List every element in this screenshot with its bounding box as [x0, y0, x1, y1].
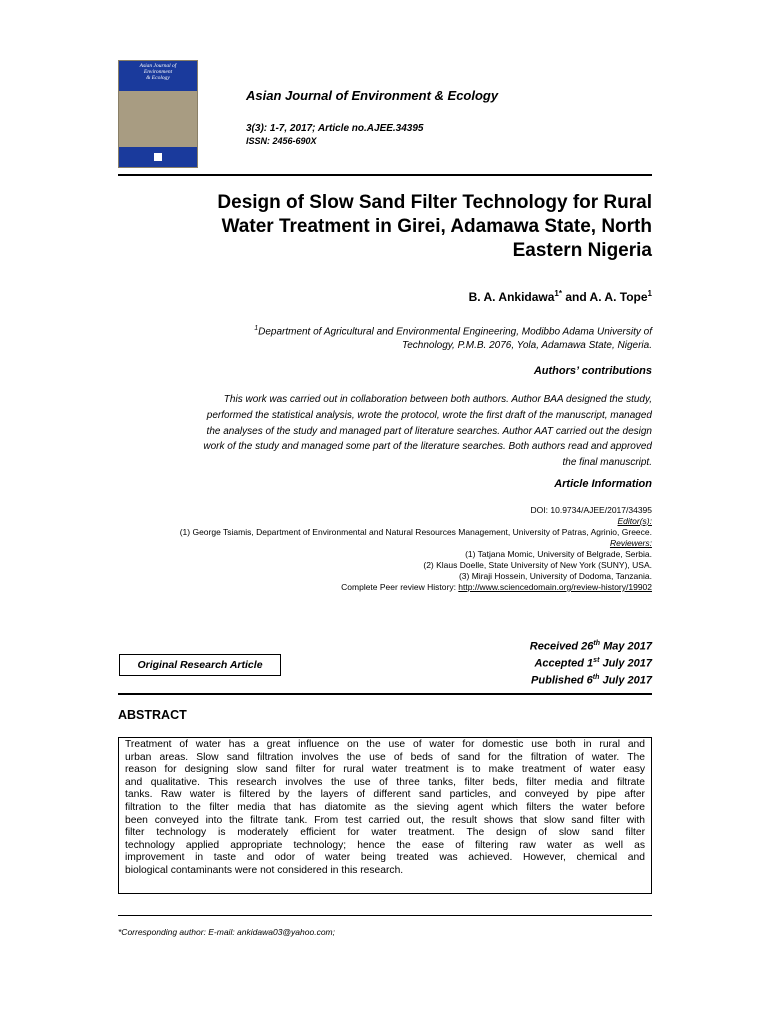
reviewer-entry: (3) Miraji Hossein, University of Dodoma, Tanzania. [458, 571, 652, 581]
affil-mark: 1 [254, 325, 259, 332]
contributions-heading: Authors’ contributions [533, 365, 652, 377]
author-affil-mark: 1 [647, 289, 652, 298]
corresponding-author-footnote: *Corresponding author: E-mail: ankidawa03@yahoo.com; [118, 927, 335, 937]
author-affil-mark: 1* [554, 289, 562, 298]
contrib-line: the final manuscript. [562, 457, 652, 469]
date-suffix: th [593, 640, 601, 647]
abstract-line: tanks. Raw water is filtered by the layers of different sand particles, and conveyed by pipe after [125, 789, 645, 801]
article-type-badge: Original Research Article [119, 654, 281, 676]
header-rule [118, 174, 652, 176]
article-info-heading: Article Information [554, 478, 652, 490]
date-suffix: st [593, 657, 600, 665]
issn: ISSN: 2456-690X [246, 136, 317, 146]
cover-title [121, 63, 195, 81]
paper-title [118, 191, 652, 263]
editor-entry: (1) George Tsiamis, Department of Environmental and Natural Resources Management, University of Patras, Agrinio, Greece. [179, 527, 652, 537]
review-history-label: Complete Peer review History: [341, 582, 459, 592]
abstract-line: Treatment of water has a great influence on the use of water for domestic use both in rural and [125, 739, 645, 750]
accepted-date [400, 654, 652, 671]
contrib-line: the analyses of the study and managed part of literature searches. Author AAT carried out the design [206, 425, 652, 437]
abstract-line: and qualitative. This research involves the use of three tanks, filter beds, filter media and filtrate [125, 776, 645, 788]
section-rule [118, 693, 652, 695]
abstract-line: urban areas. Slow sand filtration involves the use of beds of sand for the filtration of water. The [125, 751, 645, 763]
review-history-link[interactable]: http://www.sciencedomain.org/review-history/19902 [458, 582, 652, 592]
author-name: A. A. Tope [589, 290, 648, 304]
date-text: May 2017 [600, 640, 652, 653]
contrib-line: This work was carried out in collaboration between both authors. Author BAA designed the study, [223, 394, 652, 405]
date-text: July 2017 [599, 674, 652, 687]
cover-title-line: Asian Journal of [139, 63, 177, 69]
abstract-line: filtration to the filter media that has diatomite as the sieving agent which filters the water before [125, 801, 645, 813]
date-suffix: th [592, 674, 600, 682]
cover-title-line: & Ecology [146, 75, 170, 81]
publication-dates [400, 637, 652, 688]
abstract-box [118, 737, 652, 894]
reviewer-entry: (1) Tatjana Momic, University of Belgrade, Serbia. [465, 549, 652, 559]
abstract-line: technology applied appropriate technology; hence the ease of filtering raw water as well as [125, 839, 645, 851]
date-text: July 2017 [599, 657, 652, 670]
doi: DOI: 10.9734/AJEE/2017/34395 [530, 505, 652, 515]
affil-line: Technology, P.M.B. 2076, Yola, Adamawa State, Nigeria. [402, 340, 652, 352]
editors-label: Editor(s): [617, 516, 652, 526]
contrib-line: performed the statistical analysis, wrote the protocol, wrote the first draft of the manuscript, managed [206, 409, 652, 421]
abstract-line: filter technology is moderately efficient for water treatment. The design of slow sand filter [125, 827, 645, 839]
contributions-text [118, 392, 652, 471]
issue-info: 3(3): 1-7, 2017; Article no.AJEE.34395 [246, 123, 424, 134]
date-text: Accepted 1 [534, 657, 594, 670]
author-name: B. A. Ankidawa [468, 290, 555, 304]
author-list [118, 289, 652, 304]
abstract-line: reason for designing slow sand filter for rural water treatment is to make treatment of water easy [125, 764, 645, 776]
date-text: Received 26 [529, 640, 594, 653]
abstract-line: improvement in taste and odor of water being treated was achieved. However, chemical and [125, 852, 645, 864]
title-line: Water Treatment in Girei, Adamawa State, North [221, 216, 652, 237]
reviewer-entry: (2) Klaus Doelle, State University of New York (SUNY), USA. [423, 560, 652, 570]
published-date [400, 671, 652, 688]
abstract-line: biological contaminants were not considered in this research. [125, 864, 404, 876]
journal-cover-image [118, 60, 198, 168]
cover-logo-icon [154, 153, 162, 161]
author-conjunction: and [561, 290, 590, 304]
article-info [118, 505, 652, 593]
title-line: Eastern Nigeria [512, 240, 652, 261]
abstract-line: been conveyed into the filtrate tank. From test carried out, the result shows that slow sand filter with [125, 814, 645, 826]
date-text: Published 6 [531, 674, 593, 687]
abstract-heading: ABSTRACT [118, 708, 187, 722]
affiliation [118, 322, 652, 353]
journal-name: Asian Journal of Environment & Ecology [246, 88, 499, 103]
affil-line: Department of Agricultural and Environmental Engineering, Modibbo Adama University of [258, 326, 652, 338]
title-line: Design of Slow Sand Filter Technology for Rural [217, 192, 652, 213]
received-date [400, 637, 652, 654]
footnote-rule [118, 915, 652, 916]
cover-title-line: Environment [143, 69, 173, 75]
reviewers-label: Reviewers: [609, 538, 652, 548]
contrib-line: work of the study and managed some part of the literature searches. Both authors read and approved [203, 441, 652, 453]
